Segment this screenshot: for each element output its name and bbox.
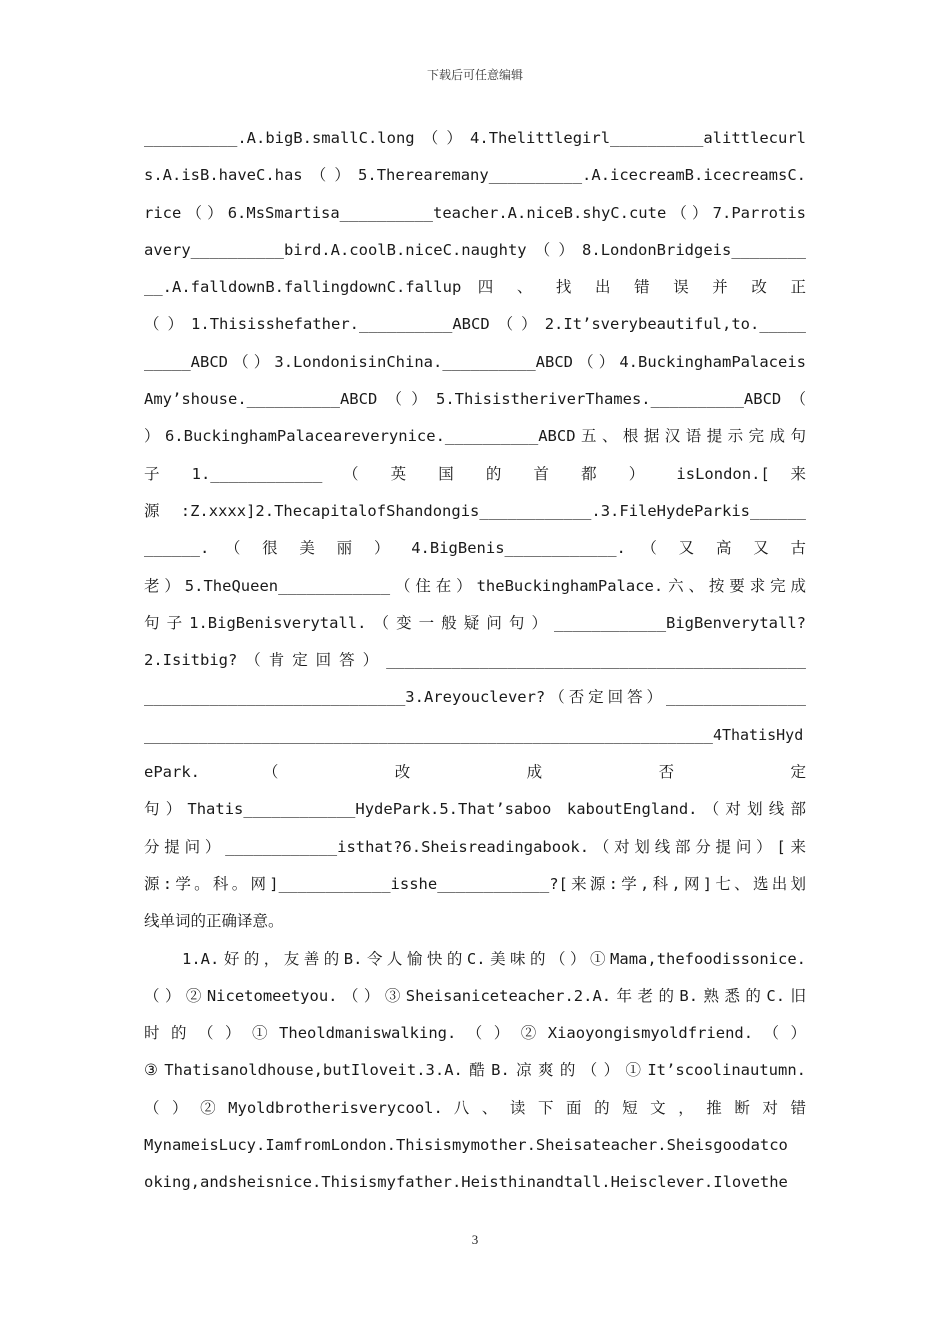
text-line: ）6.BuckinghamPalaceareverynice.__________ABCD五、根据汉语提示完成句 (144, 427, 806, 446)
text-line: （）②Nicetomeetyou.（）③Sheisaniceteacher.2.A.年老的B.熟悉的C.旧 (144, 986, 806, 1005)
page-number: 3 (471, 1232, 479, 1247)
text-line: 子 1.____________ （ 英 国 的 首 都 ） isLondon.[ 来 (144, 464, 806, 483)
text-line: 2.Isitbig?（肯定回答）_____________________________________________ (144, 651, 806, 670)
text-line: 源:Z.xxxx]2.ThecapitalofShandongis____________.3.FileHydeParkis______ (144, 501, 806, 520)
text-line: 时 的 （ ） ① Theoldmaniswalking. （ ） ② Xiaoyongismyoldfriend. （ ） (144, 1024, 806, 1043)
text-line: 分提问）____________isthat?6.Sheisreadingabook.（对划线部分提问）[来 (144, 837, 806, 856)
text-line: ePark. （ 改 成 否 定 (144, 763, 806, 782)
text-line: oking,andsheisnice.Thisismyfather.Heisthinandtall.Heisclever.Ilovethe (144, 1173, 788, 1192)
text-line: （ ） ② Myoldbrotherisverycool. 八 、 读 下 面 的 短 文 ， 推 断 对 错 (144, 1098, 806, 1117)
text-line: 老）5.TheQueen____________（住在）theBuckinghamPalace.六、按要求完成 (144, 576, 806, 595)
text-line: 句子1.BigBenisverytall.（变一般疑问句）____________BigBenverytall? (144, 613, 806, 632)
text-line: ③Thatisanoldhouse,butIloveit.3.A.酷B.凉爽的（）①It’scoolinautumn. (144, 1061, 806, 1080)
text-line: _______________________________________________________________4ThatisHyd (144, 725, 804, 744)
text-line: 源:学。科。网]____________isshe____________?[来源:学,科,网]七、选出划 (144, 874, 806, 893)
text-line: 1.A.好的，友善的B.令人愉快的C.美味的（）①Mama,thefoodissonice. (182, 949, 806, 968)
text-line: _____ABCD（）3.LondonisinChina.__________ABCD（）4.BuckinghamPalaceis (144, 352, 806, 371)
document-body (144, 120, 806, 1202)
text-line: rice（）6.MsSmartisa__________teacher.A.niceB.shyC.cute（）7.Parrotis (144, 203, 806, 222)
text-line: s.A.isB.haveC.has（）5.Therearemany__________.A.icecreamB.icecreamsC. (144, 166, 806, 185)
text-line: ______. （ 很 美 丽 ） 4.BigBenis____________. （ 又 高 又 古 (144, 539, 806, 558)
text-line: （）1.Thisisshefather.__________ABCD（）2.It’sverybeautiful,to._____ (144, 315, 806, 334)
text-line: ____________________________3.Areyouclever?（否定回答）_______________ (144, 688, 806, 707)
text-line: 句）Thatis____________HydePark.5.That’saboo kaboutEngland.（对划线部 (144, 800, 806, 819)
text-line: avery__________bird.A.coolB.niceC.naughty（）8.LondonBridgeis________ (144, 240, 806, 259)
text-line: Amy’shouse.__________ABCD（）5.ThisistheriverThames.__________ABCD（ (144, 390, 806, 409)
text-line: __.A.falldownB.fallingdownC.fallup 四 、 找 出 错 误 并 改 正 (144, 278, 806, 297)
text-line: __________.A.bigB.smallC.long（）4.Thelittlegirl__________alittlecurl (144, 129, 806, 147)
page-header: 下载后可任意编辑 (426, 68, 523, 82)
text-line: MynameisLucy.IamfromLondon.Thisismymother.Sheisateacher.Sheisgoodatco (144, 1136, 788, 1155)
text-line: 线单词的正确译意。 (144, 912, 284, 931)
